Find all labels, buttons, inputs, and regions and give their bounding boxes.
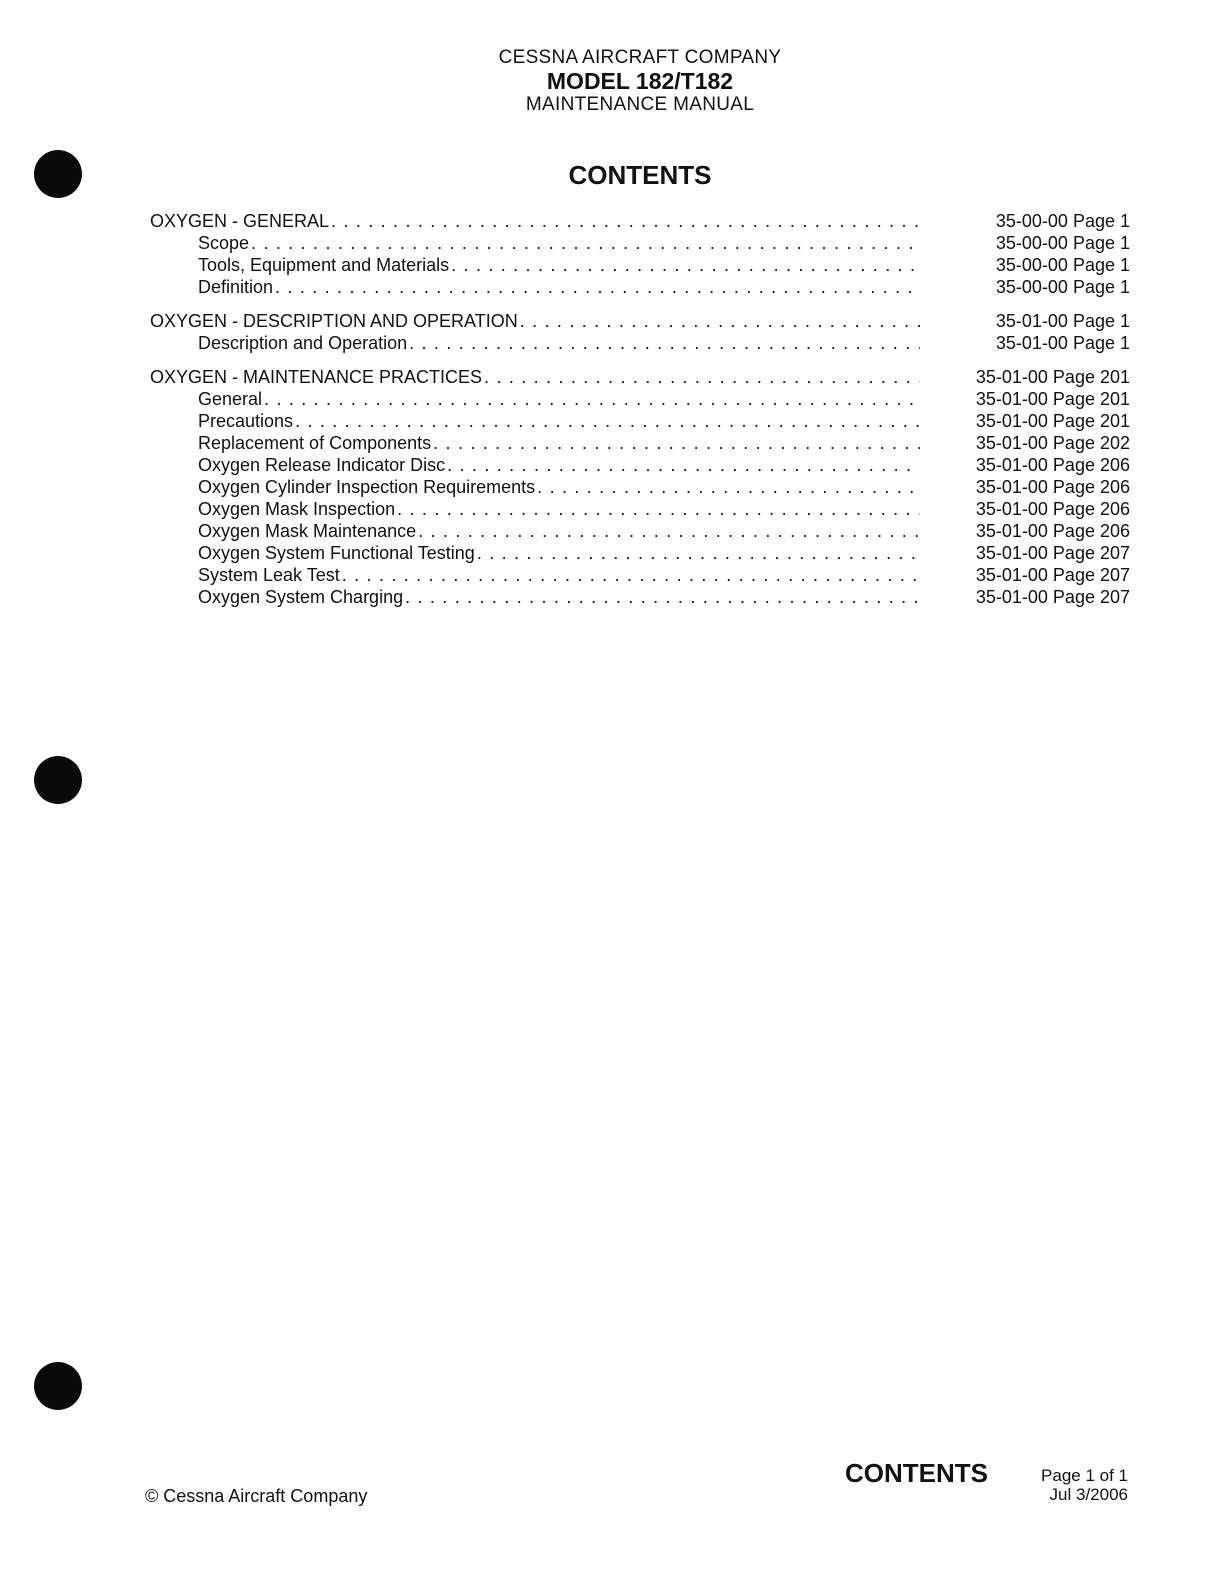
- toc-entry-label: Tools, Equipment and Materials . . .: [150, 254, 920, 276]
- toc-heading: [150, 210, 1130, 232]
- toc-entry-page: 35-00-00 Page 1: [995, 255, 1130, 275]
- model-title: MODEL 182/T182: [546, 68, 734, 94]
- toc-item: [150, 254, 1130, 276]
- toc-entry-page: 35-01-00 Page 201: [975, 367, 1130, 387]
- toc-entry-page: 35-01-00 Page 207: [975, 587, 1130, 607]
- toc-entry-page: 35-01-00 Page 1: [995, 333, 1130, 353]
- toc-entry-label: Scope . . .: [150, 232, 920, 254]
- document-header: [0, 47, 1228, 116]
- toc-entry-label: Precautions . . .: [150, 410, 920, 432]
- toc-heading: [150, 310, 1130, 332]
- page-title: CONTENTS: [568, 160, 712, 190]
- toc-entry-page: 35-01-00 Page 206: [975, 477, 1130, 497]
- toc-item: [150, 586, 1130, 608]
- toc-group: [150, 366, 1130, 608]
- toc-item: [150, 498, 1130, 520]
- toc-item: [150, 564, 1130, 586]
- binder-hole-bottom: [34, 1362, 82, 1410]
- toc-entry-page: 35-00-00 Page 1: [995, 211, 1130, 231]
- toc-entry-label: Oxygen System Functional Testing . . .: [150, 542, 920, 564]
- toc-item: [150, 454, 1130, 476]
- toc-entry-label: OXYGEN - GENERAL . . .: [150, 210, 920, 232]
- toc-entry-label: Replacement of Components . . .: [150, 432, 920, 454]
- binder-hole-middle: [34, 756, 82, 804]
- toc-item: [150, 388, 1130, 410]
- revision-date: Jul 3/2006: [1049, 1485, 1128, 1504]
- footer-section-title: CONTENTS: [845, 1458, 988, 1488]
- toc-group: [150, 310, 1130, 354]
- toc-entry-label: OXYGEN - MAINTENANCE PRACTICES . . .: [150, 366, 920, 388]
- footer-page-info: [1041, 1466, 1128, 1504]
- toc-entry-label: Oxygen System Charging . . .: [150, 586, 920, 608]
- toc-entry-page: 35-01-00 Page 202: [975, 433, 1130, 453]
- toc-entry-label: Oxygen Release Indicator Disc . . .: [150, 454, 920, 476]
- toc-item: [150, 332, 1130, 354]
- toc-entry-label: System Leak Test . . .: [150, 564, 920, 586]
- toc-entry-label: General . . .: [150, 388, 920, 410]
- toc-entry-label: Oxygen Mask Maintenance . . .: [150, 520, 920, 542]
- toc-item: [150, 410, 1130, 432]
- toc-item: [150, 520, 1130, 542]
- toc-entry-page: 35-01-00 Page 1: [995, 311, 1130, 331]
- toc-entry-page: 35-01-00 Page 206: [975, 499, 1130, 519]
- toc-item: [150, 232, 1130, 254]
- table-of-contents: [150, 210, 1130, 620]
- toc-entry-label: Definition . . .: [150, 276, 920, 298]
- toc-entry-page: 35-01-00 Page 201: [975, 389, 1130, 409]
- toc-entry-page: 35-00-00 Page 1: [995, 233, 1130, 253]
- toc-group: [150, 210, 1130, 298]
- toc-entry-label: Oxygen Cylinder Inspection Requirements . . .: [150, 476, 920, 498]
- toc-entry-page: 35-00-00 Page 1: [995, 277, 1130, 297]
- toc-item: [150, 542, 1130, 564]
- copyright: © Cessna Aircraft Company: [145, 1486, 368, 1506]
- company-name: CESSNA AIRCRAFT COMPANY: [498, 47, 782, 68]
- page-number: Page 1 of 1: [1041, 1466, 1128, 1485]
- toc-entry-label: OXYGEN - DESCRIPTION AND OPERATION . . .: [150, 310, 920, 332]
- toc-item: [150, 432, 1130, 454]
- toc-entry-label: Description and Operation . . .: [150, 332, 920, 354]
- toc-entry-page: 35-01-00 Page 201: [975, 411, 1130, 431]
- manual-title: MAINTENANCE MANUAL: [525, 94, 755, 115]
- toc-item: [150, 476, 1130, 498]
- toc-entry-page: 35-01-00 Page 207: [975, 565, 1130, 585]
- toc-heading: [150, 366, 1130, 388]
- toc-entry-page: 35-01-00 Page 206: [975, 455, 1130, 475]
- toc-entry-page: 35-01-00 Page 206: [975, 521, 1130, 541]
- toc-entry-page: 35-01-00 Page 207: [975, 543, 1130, 563]
- toc-entry-label: Oxygen Mask Inspection . . .: [150, 498, 920, 520]
- toc-item: [150, 276, 1130, 298]
